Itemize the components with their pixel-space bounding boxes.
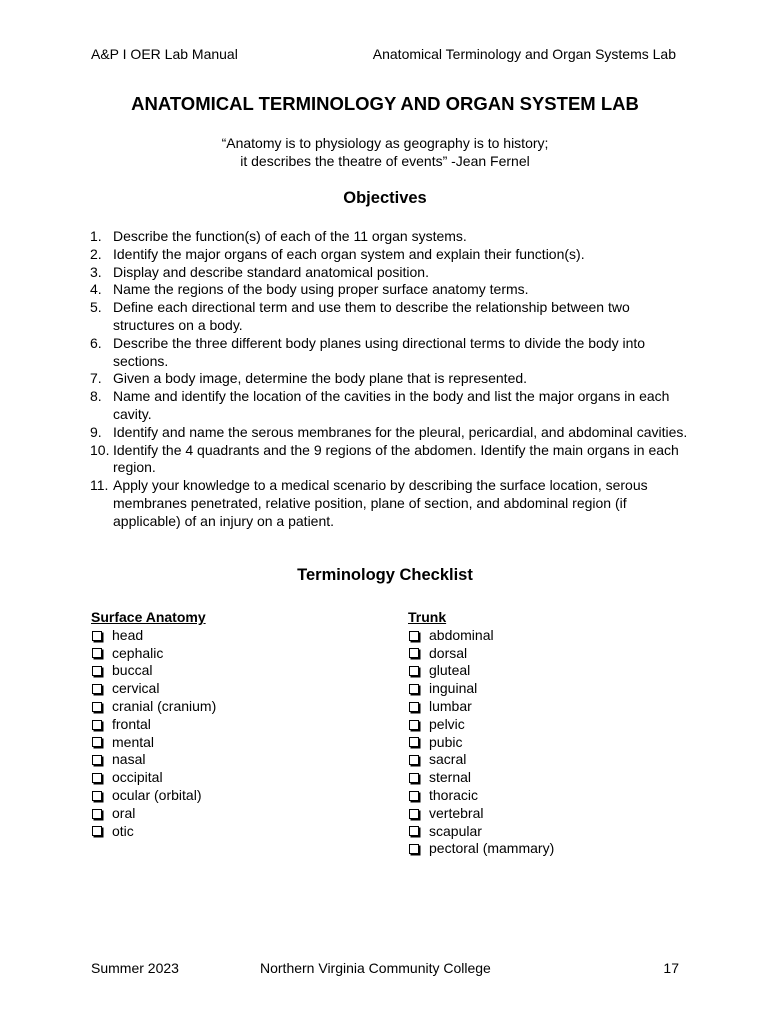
checklist-term: sternal: [429, 769, 472, 786]
quote-line-1: “Anatomy is to physiology as geography is to history;: [221, 135, 549, 151]
objective-number: 5.: [90, 299, 102, 316]
objective-text: Name the regions of the body using proper surface anatomy terms.: [113, 281, 529, 298]
objective-number: 3.: [90, 263, 102, 280]
checklist-term: cephalic: [112, 644, 164, 661]
checklist-item: [408, 823, 554, 841]
objective-text: Define each directional term and use them to describe the relationship between two structures on a body.: [113, 299, 630, 333]
checklist-term: pelvic: [429, 715, 465, 732]
objective-item: [90, 424, 690, 442]
checklist-term: cranial (cranium): [112, 697, 217, 714]
checklist-term: nasal: [112, 751, 146, 768]
checklist-item: [91, 769, 216, 787]
checklist-term: dorsal: [429, 644, 468, 661]
checkbox[interactable]: [409, 755, 419, 765]
objective-text: Given a body image, determine the body plane that is represented.: [113, 370, 528, 387]
header-manual-title: A&P I OER Lab Manual: [91, 46, 238, 62]
objective-number: 11.: [90, 477, 109, 494]
checkbox[interactable]: [92, 773, 102, 783]
objective-item: [90, 281, 690, 299]
objective-number: 2.: [90, 245, 102, 262]
checklist-term: sacral: [429, 751, 467, 768]
checklist-item: [408, 840, 554, 858]
checkbox[interactable]: [409, 826, 419, 836]
checkbox[interactable]: [92, 720, 102, 730]
checklist-item: [408, 680, 554, 698]
checklist-item: [408, 787, 554, 805]
checklist-term: occipital: [112, 769, 163, 786]
checklist-item: [408, 769, 554, 787]
checklist-item: [91, 645, 216, 663]
page-number: 17: [663, 960, 679, 976]
trunk-column: [408, 609, 554, 858]
checkbox[interactable]: [409, 631, 419, 641]
objective-item: [90, 370, 690, 388]
page-footer: [91, 960, 679, 980]
checkbox[interactable]: [409, 648, 419, 658]
checklist-item: [91, 662, 216, 680]
checklist-item: [91, 823, 216, 841]
checklist-item: [91, 734, 216, 752]
checklist-item: [91, 680, 216, 698]
checklist-item: [91, 716, 216, 734]
checklist-item: [408, 627, 554, 645]
objectives-heading: Objectives: [343, 189, 427, 207]
objective-number: 6.: [90, 334, 102, 351]
checkbox[interactable]: [92, 737, 102, 747]
checklist-term: head: [112, 626, 144, 643]
checklist-item: [91, 751, 216, 769]
checkbox[interactable]: [409, 666, 419, 676]
checklist-term: scapular: [429, 822, 482, 839]
checklist-term: lumbar: [429, 697, 472, 714]
terminology-checklist-heading: Terminology Checklist: [297, 566, 473, 584]
surface-anatomy-list: [91, 627, 216, 841]
objective-text: Display and describe standard anatomical position.: [113, 263, 429, 280]
objective-number: 8.: [90, 388, 102, 405]
objective-text: Apply your knowledge to a medical scenario by describing the surface location, serous membranes penetrated, relative position, plane of section, and abdominal region (if applicable) of an injury on a patient.: [113, 477, 648, 529]
checklist-term: buccal: [112, 662, 153, 679]
objective-number: 1.: [90, 228, 102, 244]
checkbox[interactable]: [92, 648, 102, 658]
checklist-item: [408, 662, 554, 680]
checkbox[interactable]: [92, 755, 102, 765]
checklist-term: pectoral (mammary): [429, 840, 555, 857]
objective-item: [90, 388, 690, 424]
checklist-item: [91, 698, 216, 716]
checkbox[interactable]: [409, 773, 419, 783]
checklist-term: gluteal: [429, 662, 471, 679]
objective-text: Identify the major organs of each organ system and explain their function(s).: [113, 245, 585, 262]
footer-institution: Northern Virginia Community College: [260, 960, 491, 976]
checklist-term: otic: [112, 822, 134, 839]
objective-item: [90, 246, 690, 264]
checklist-term: vertebral: [429, 804, 484, 821]
epigraph-quote: [0, 134, 770, 170]
checklist-item: [91, 627, 216, 645]
checkbox[interactable]: [409, 791, 419, 801]
checklist-term: thoracic: [429, 786, 479, 803]
objectives-list: [90, 228, 690, 531]
page-header: [91, 46, 676, 66]
checkbox[interactable]: [92, 702, 102, 712]
checklist-item: [408, 698, 554, 716]
checklist-term: mental: [112, 733, 155, 750]
objective-text: Name and identify the location of the cavities in the body and list the major organs in each cavity.: [113, 388, 670, 422]
quote-line-2: it describes the theatre of events” -Jean Fernel: [240, 153, 530, 169]
checkbox[interactable]: [409, 809, 419, 819]
checkbox[interactable]: [92, 826, 102, 836]
checkbox[interactable]: [409, 720, 419, 730]
checklist-term: oral: [112, 804, 136, 821]
checkbox[interactable]: [409, 684, 419, 694]
objective-item: [90, 228, 690, 246]
checklist-item: [408, 645, 554, 663]
objective-number: 4.: [90, 281, 102, 298]
checkbox[interactable]: [92, 666, 102, 676]
checkbox[interactable]: [409, 702, 419, 712]
objective-number: 10.: [90, 441, 110, 458]
objective-number: 7.: [90, 370, 102, 387]
objective-item: [90, 299, 690, 335]
checklist-term: pubic: [429, 733, 463, 750]
surface-anatomy-column: [91, 609, 216, 840]
page-title: ANATOMICAL TERMINOLOGY AND ORGAN SYSTEM LAB: [131, 93, 639, 114]
checkbox[interactable]: [92, 809, 102, 819]
trunk-title: Trunk: [408, 609, 447, 625]
header-chapter-title: Anatomical Terminology and Organ Systems Lab: [372, 46, 676, 62]
objective-number: 9.: [90, 423, 102, 440]
checkbox[interactable]: [92, 631, 102, 641]
objective-item: [90, 335, 690, 371]
trunk-list: [408, 627, 554, 858]
objective-text: Describe the three different body planes using directional terms to divide the body into sections.: [113, 334, 646, 369]
objective-item: [90, 442, 690, 478]
checkbox[interactable]: [92, 684, 102, 694]
objective-item: [90, 477, 690, 530]
checklist-term: inguinal: [429, 680, 478, 697]
checklist-term: frontal: [112, 715, 151, 732]
objective-item: [90, 264, 690, 282]
checklist-item: [408, 805, 554, 823]
checkbox[interactable]: [409, 844, 419, 854]
footer-term: Summer 2023: [91, 960, 179, 976]
objective-text: Identify the 4 quadrants and the 9 regions of the abdomen. Identify the main organs in each region.: [113, 441, 679, 476]
surface-anatomy-title: Surface Anatomy: [91, 609, 206, 625]
checklist-term: cervical: [112, 680, 160, 697]
checklist-item: [408, 751, 554, 769]
checkbox[interactable]: [92, 791, 102, 801]
checklist-term: ocular (orbital): [112, 786, 202, 803]
objective-text: Describe the function(s) of each of the 11 organ systems.: [113, 228, 467, 244]
checklist-item: [408, 716, 554, 734]
objective-text: Identify and name the serous membranes for the pleural, pericardial, and abdominal cavities.: [113, 423, 688, 440]
checkbox[interactable]: [409, 737, 419, 747]
checklist-item: [91, 805, 216, 823]
checklist-item: [408, 734, 554, 752]
checklist-item: [91, 787, 216, 805]
checklist-term: abdominal: [429, 626, 494, 643]
